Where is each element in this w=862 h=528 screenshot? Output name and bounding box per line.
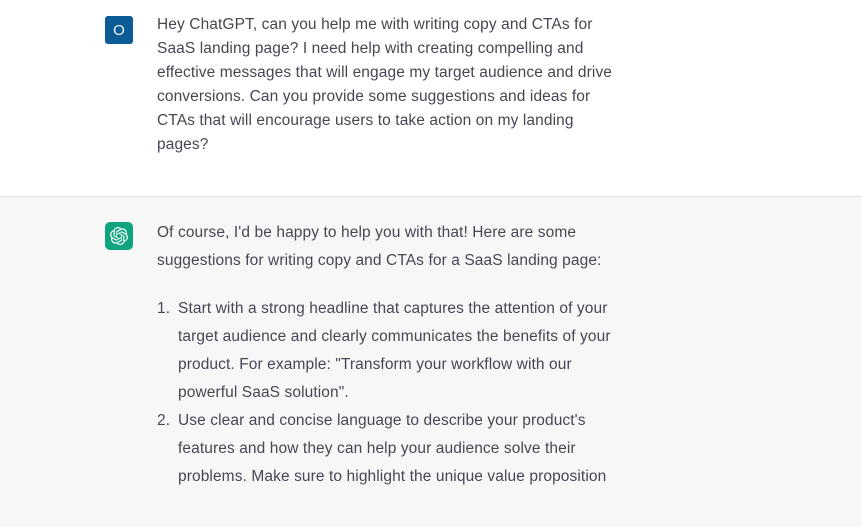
assistant-message-content [157,219,631,491]
list-item [157,295,631,407]
user-avatar [105,16,133,44]
list-item-number: 1. [157,300,171,317]
assistant-avatar [105,222,133,250]
user-message-text: Hey ChatGPT, can you help me with writing copy and CTAs for SaaS landing page? I need help with creating compelling and effective messages that will engage my target audience and drive conversions. Can you provide some suggestions and ideas for CTAs that will encourage users to take action on my landing pages? [157,16,613,153]
openai-logo-icon [110,227,128,245]
list-item-text: Start with a strong headline that captures the attention of your target audience and clearly communicates the benefits of your product. For example: "Transform your workflow with our powerful SaaS solution". [178,300,611,401]
list-item-text: Use clear and concise language to describe your product's features and how they can help your audience solve their problems. Make sure to highlight the unique value proposition [178,412,607,485]
assistant-suggestions-list [157,295,631,491]
user-avatar-initial: O [113,21,125,39]
list-item-number: 2. [157,412,171,429]
assistant-intro-text: Of course, I'd be happy to help you with that! Here are some suggestions for writing copy and CTAs for a SaaS landing page: [157,224,602,269]
assistant-message-row [0,196,862,527]
user-message-row [0,0,862,196]
list-item [157,407,631,491]
